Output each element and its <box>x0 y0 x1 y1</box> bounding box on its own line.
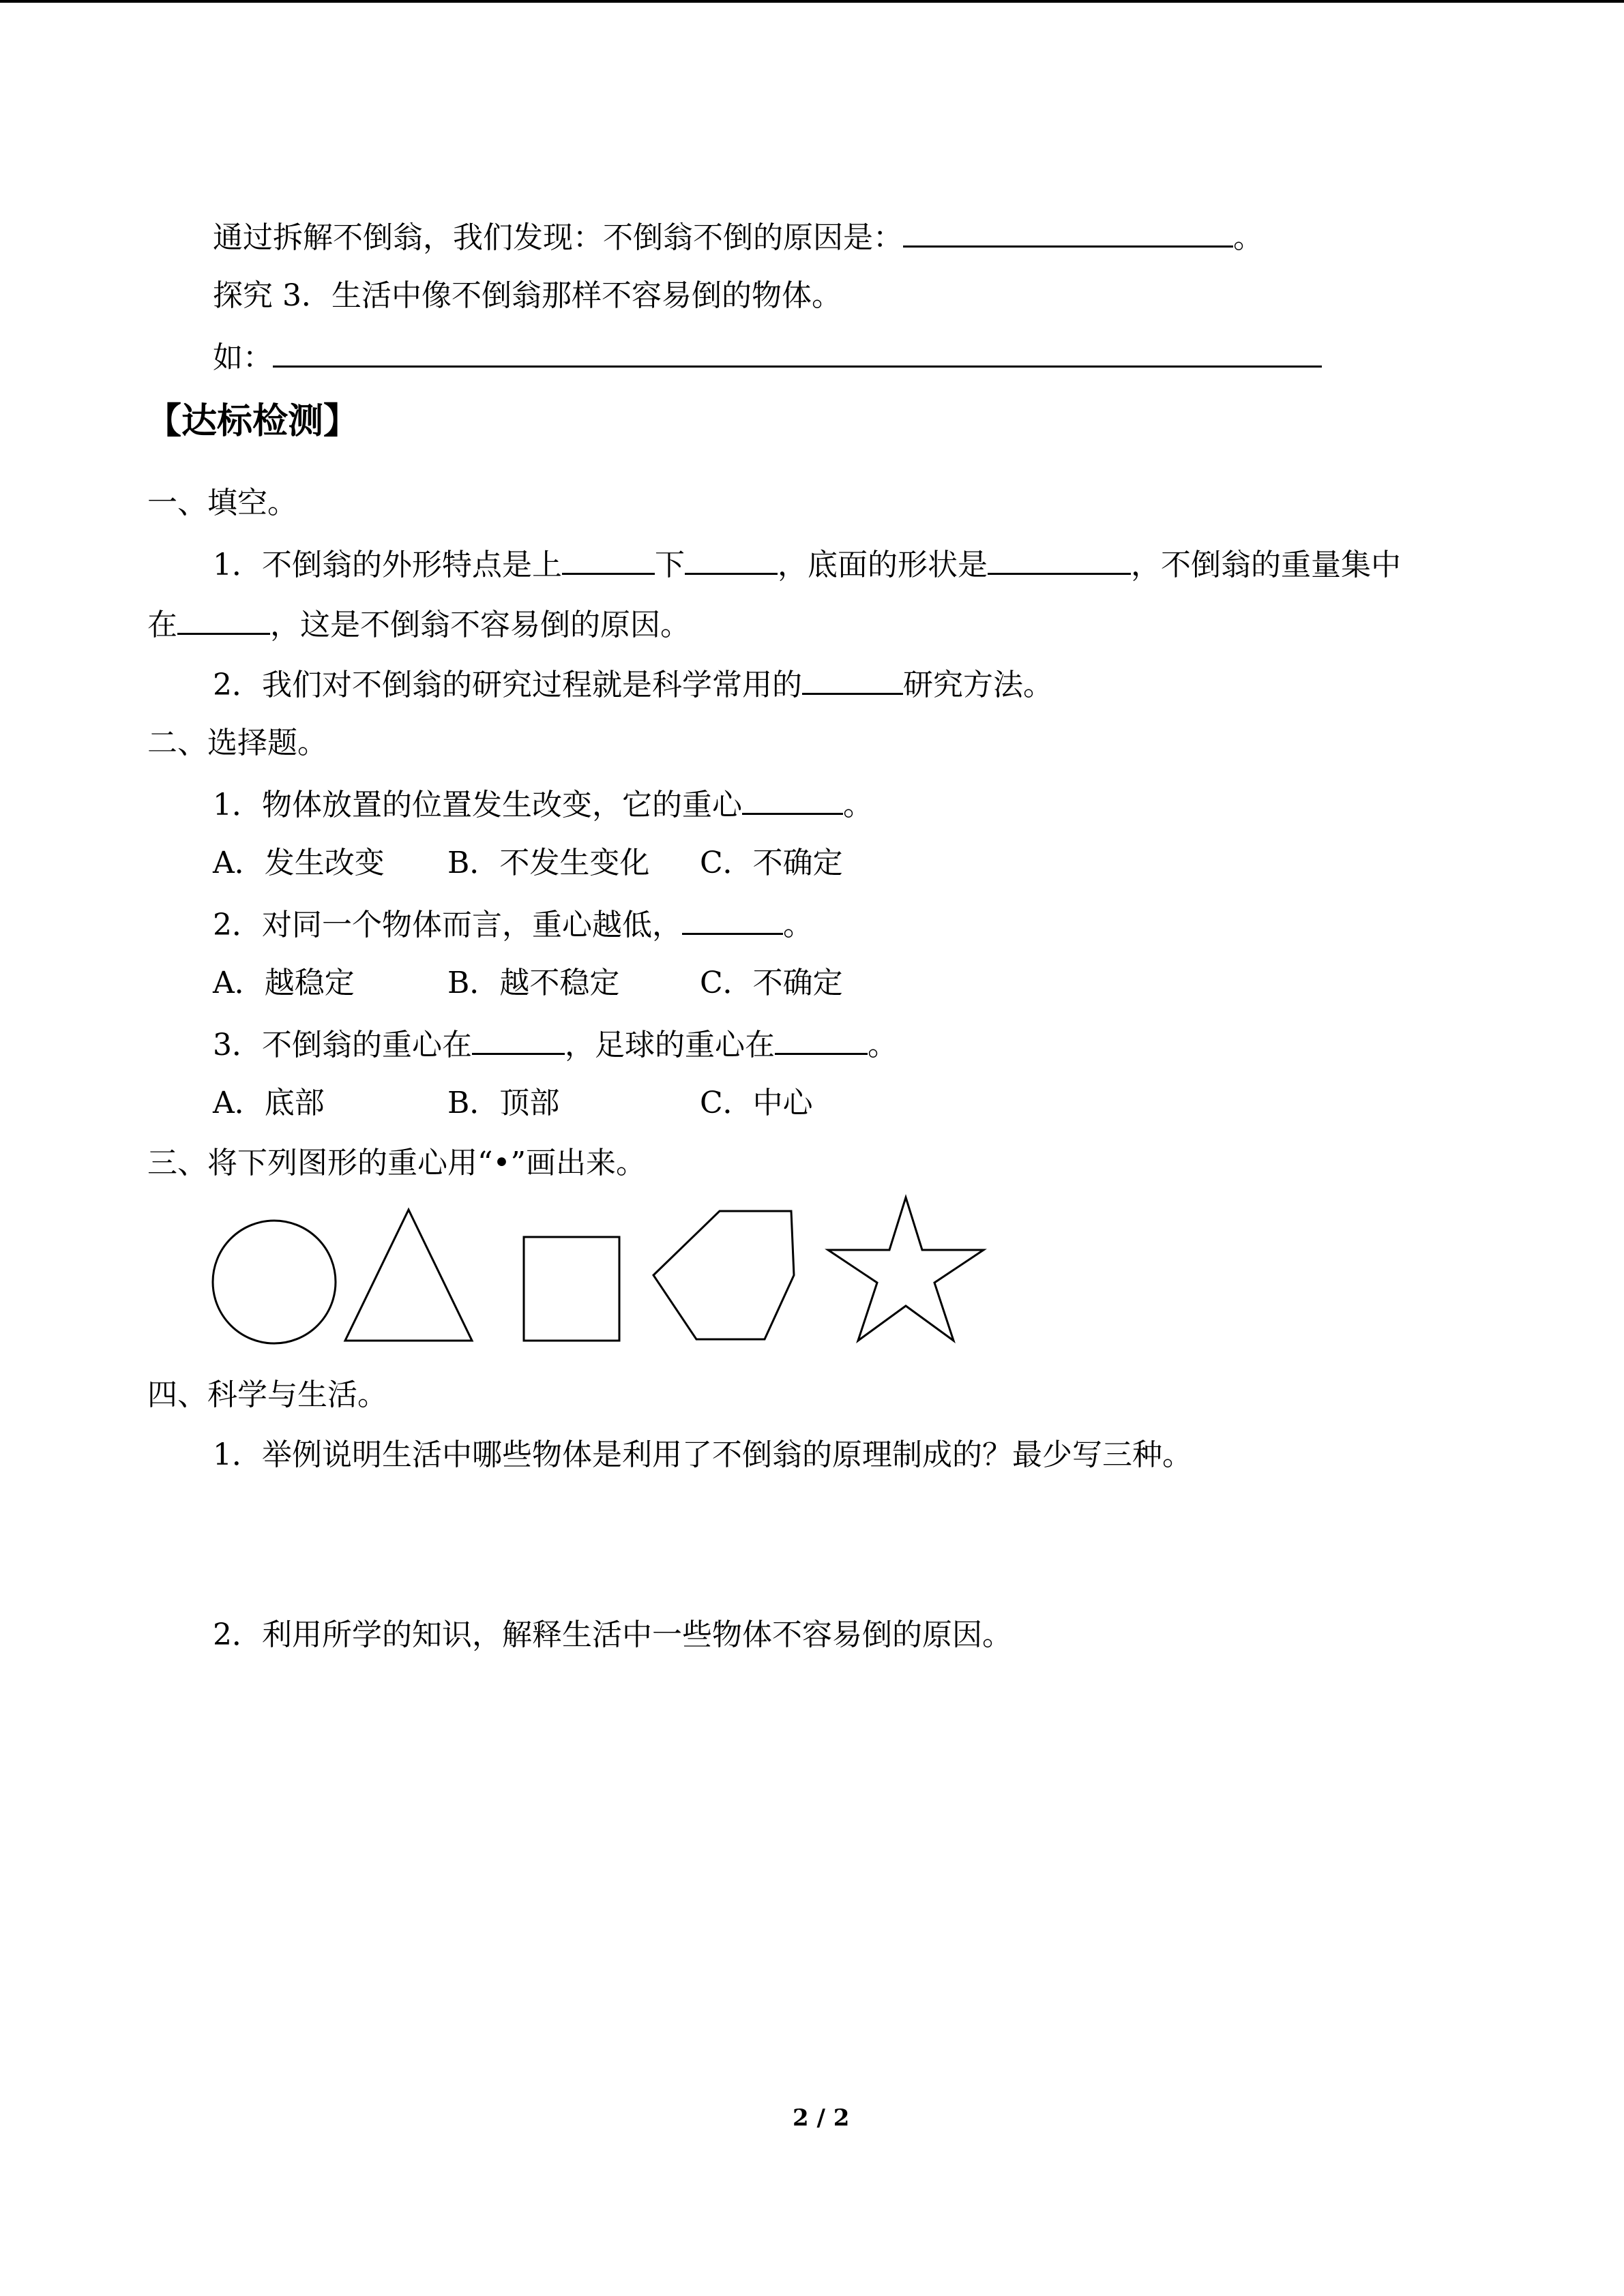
part2-q2-option-c[interactable]: C．不确定 <box>700 966 843 1000</box>
section-title: 【达标检测】 <box>146 401 359 442</box>
part2-q1-text-b: 。 <box>843 788 873 822</box>
part1-q1-text-c: ，底面的形状是 <box>778 548 988 582</box>
part2-q1-option-b[interactable]: B．不发生变化 <box>447 846 650 880</box>
part4-q2: 2．利用所学的知识，解释生活中一些物体不容易倒的原因。 <box>213 1617 1012 1652</box>
part1-q1-text-a: 1．不倒翁的外形特点是上 <box>213 548 562 582</box>
triangle-shape[interactable] <box>345 1210 472 1341</box>
part2-q3-option-c[interactable]: C．中心 <box>700 1086 813 1120</box>
finding-text: 通过拆解不倒翁，我们发现：不倒翁不倒的原因是： <box>213 220 903 255</box>
inquiry3-line: 探究 3．生活中像不倒翁那样不容易倒的物体。 <box>213 278 842 313</box>
part1-title: 一、填空。 <box>147 486 297 520</box>
part2-q3-text-a: 3．不倒翁的重心在 <box>213 1028 472 1062</box>
part1-q2-blank[interactable] <box>802 663 903 695</box>
part2-q1-option-c[interactable]: C．不确定 <box>700 846 843 880</box>
part1-q1-text-e: 在 <box>147 608 177 642</box>
part2-q1-option-a[interactable]: A．发生改变 <box>213 846 385 880</box>
part1-q1-text-b: 下 <box>655 548 685 582</box>
part1-q2-text-b: 研究方法。 <box>903 668 1053 702</box>
part1-q1-blank-base[interactable] <box>988 543 1131 575</box>
part2-q2-option-b[interactable]: B．越不稳定 <box>447 966 620 1000</box>
example-blank[interactable] <box>273 336 1322 368</box>
hexagon-shape[interactable] <box>653 1211 794 1339</box>
top-border <box>0 0 1624 3</box>
part2-q2-blank[interactable] <box>682 903 783 935</box>
part2-q1-options <box>213 843 843 884</box>
part1-q2-line <box>213 663 1053 706</box>
square-shape[interactable] <box>524 1237 619 1341</box>
shapes-figure <box>205 1187 1009 1350</box>
part1-q1-text-d: ，不倒翁的重量集中 <box>1131 548 1401 582</box>
part2-q3-line <box>213 1023 898 1066</box>
example-text: 如： <box>213 340 273 375</box>
part1-q2-text-a: 2．我们对不倒翁的研究过程就是科学常用的 <box>213 668 802 702</box>
finding-suffix: 。 <box>1233 220 1263 255</box>
part2-q3-blank-tumbler[interactable] <box>472 1023 565 1055</box>
part2-q2-line <box>213 903 813 946</box>
part3-title: 三、将下列图形的重心用“•”画出来。 <box>147 1146 646 1180</box>
part1-q1-blank-weight[interactable] <box>177 603 270 635</box>
part2-title: 二、选择题。 <box>147 726 327 760</box>
part2-q2-option-a[interactable]: A．越稳定 <box>213 966 355 1000</box>
star-shape[interactable] <box>828 1197 984 1341</box>
part2-q3-option-a[interactable]: A．底部 <box>213 1086 325 1120</box>
part2-q2-options <box>213 963 843 1004</box>
part2-q1-line <box>213 783 873 826</box>
finding-blank[interactable] <box>903 215 1233 248</box>
part2-q3-text-b: ，足球的重心在 <box>565 1028 775 1062</box>
part2-q3-blank-football[interactable] <box>775 1023 868 1055</box>
part1-q1-blank-bottom[interactable] <box>685 543 778 575</box>
part1-q1-text-f: ，这是不倒翁不容易倒的原因。 <box>270 608 690 642</box>
part4-q1: 1．举例说明生活中哪些物体是利用了不倒翁的原理制成的？最少写三种。 <box>213 1437 1192 1472</box>
part2-q2-text-b: 。 <box>783 908 813 942</box>
part1-q1-line1 <box>213 543 1401 586</box>
part2-q3-options <box>213 1083 813 1124</box>
page-number: 2 / 2 <box>793 2104 850 2132</box>
part1-q1-blank-top[interactable] <box>562 543 655 575</box>
part2-q2-text-a: 2．对同一个物体而言，重心越低， <box>213 908 682 942</box>
part4-title: 四、科学与生活。 <box>147 1377 387 1412</box>
part2-q3-option-b[interactable]: B．顶部 <box>447 1086 560 1120</box>
part2-q3-text-c: 。 <box>868 1028 898 1062</box>
circle-shape[interactable] <box>213 1221 336 1343</box>
example-line <box>213 336 1322 378</box>
part2-q1-blank[interactable] <box>742 783 843 815</box>
part1-q1-line2 <box>147 603 690 646</box>
part2-q1-text-a: 1．物体放置的位置发生改变，它的重心 <box>213 788 742 822</box>
finding-line <box>213 215 1263 258</box>
